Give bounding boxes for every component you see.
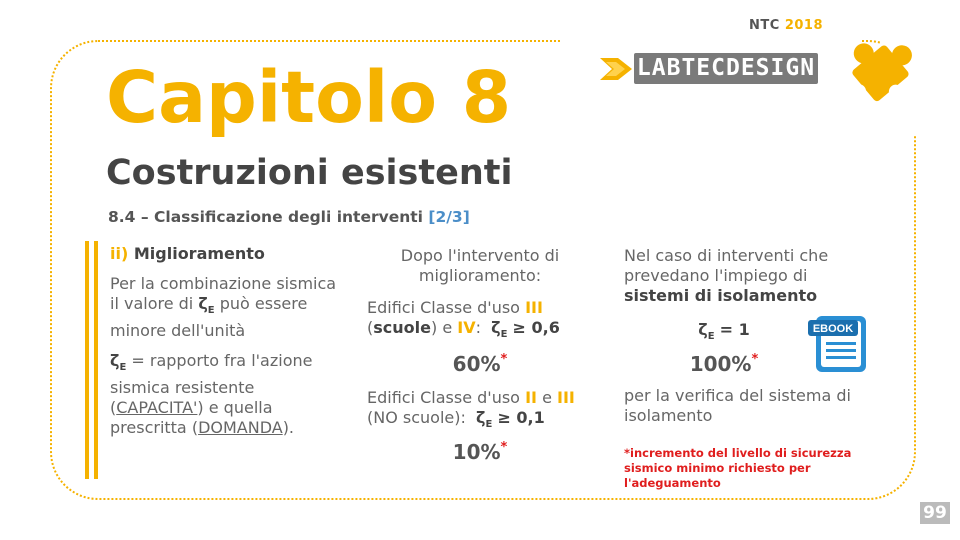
middle-line-1: Edifici Classe d'uso III (scuole) e IV: $\zeta_E \ge 0,6$ (367, 298, 560, 341)
right-outro: per la verifica del sistema di isolamento (624, 386, 851, 425)
percent-100: 100%* (689, 352, 759, 376)
logo-text: LABTECDESIGN (634, 53, 818, 84)
right-condition: $\zeta_E = 1$ (698, 320, 750, 343)
section-heading: 8.4 – Classificazione degli interventi [2/3] (108, 208, 470, 226)
left-paragraph-1: Per la combinazione sismica il valore di $\zeta_E$ può essere minore dell'unità (110, 274, 337, 341)
ebook-label: EBOOK (812, 323, 854, 335)
left-column (110, 244, 350, 448)
puzzle-icon (840, 30, 924, 114)
page-title: Capitolo 8 (106, 56, 512, 139)
miglioramento-heading: ii) Miglioramento (110, 244, 265, 263)
footnote: *incremento del livello di sicurezza sismico minimo richiesto per l'adeguamento (624, 446, 852, 490)
percent-10: 10%* (452, 440, 508, 464)
left-accent-bars (85, 241, 101, 479)
middle-intro: Dopo l'intervento di miglioramento: (400, 246, 560, 285)
page-number: 99 (920, 502, 950, 524)
middle-line-2: Edifici Classe d'uso II e III (NO scuole): $\zeta_E \ge 0,1$ (367, 388, 575, 431)
left-paragraph-2: $\zeta_E$ = rapporto fra l'azione sismica resistente (CAPACITA') e quella prescritta (DOMANDA). (110, 351, 313, 438)
ntc-label: NTC 2018 (749, 18, 824, 33)
right-intro: Nel caso di interventi che prevedano l'impiego di sistemi di isolamento (624, 246, 829, 305)
percent-60: 60%* (452, 352, 508, 376)
page-subtitle: Costruzioni esistenti (106, 153, 513, 193)
ebook-icon[interactable] (808, 312, 870, 374)
